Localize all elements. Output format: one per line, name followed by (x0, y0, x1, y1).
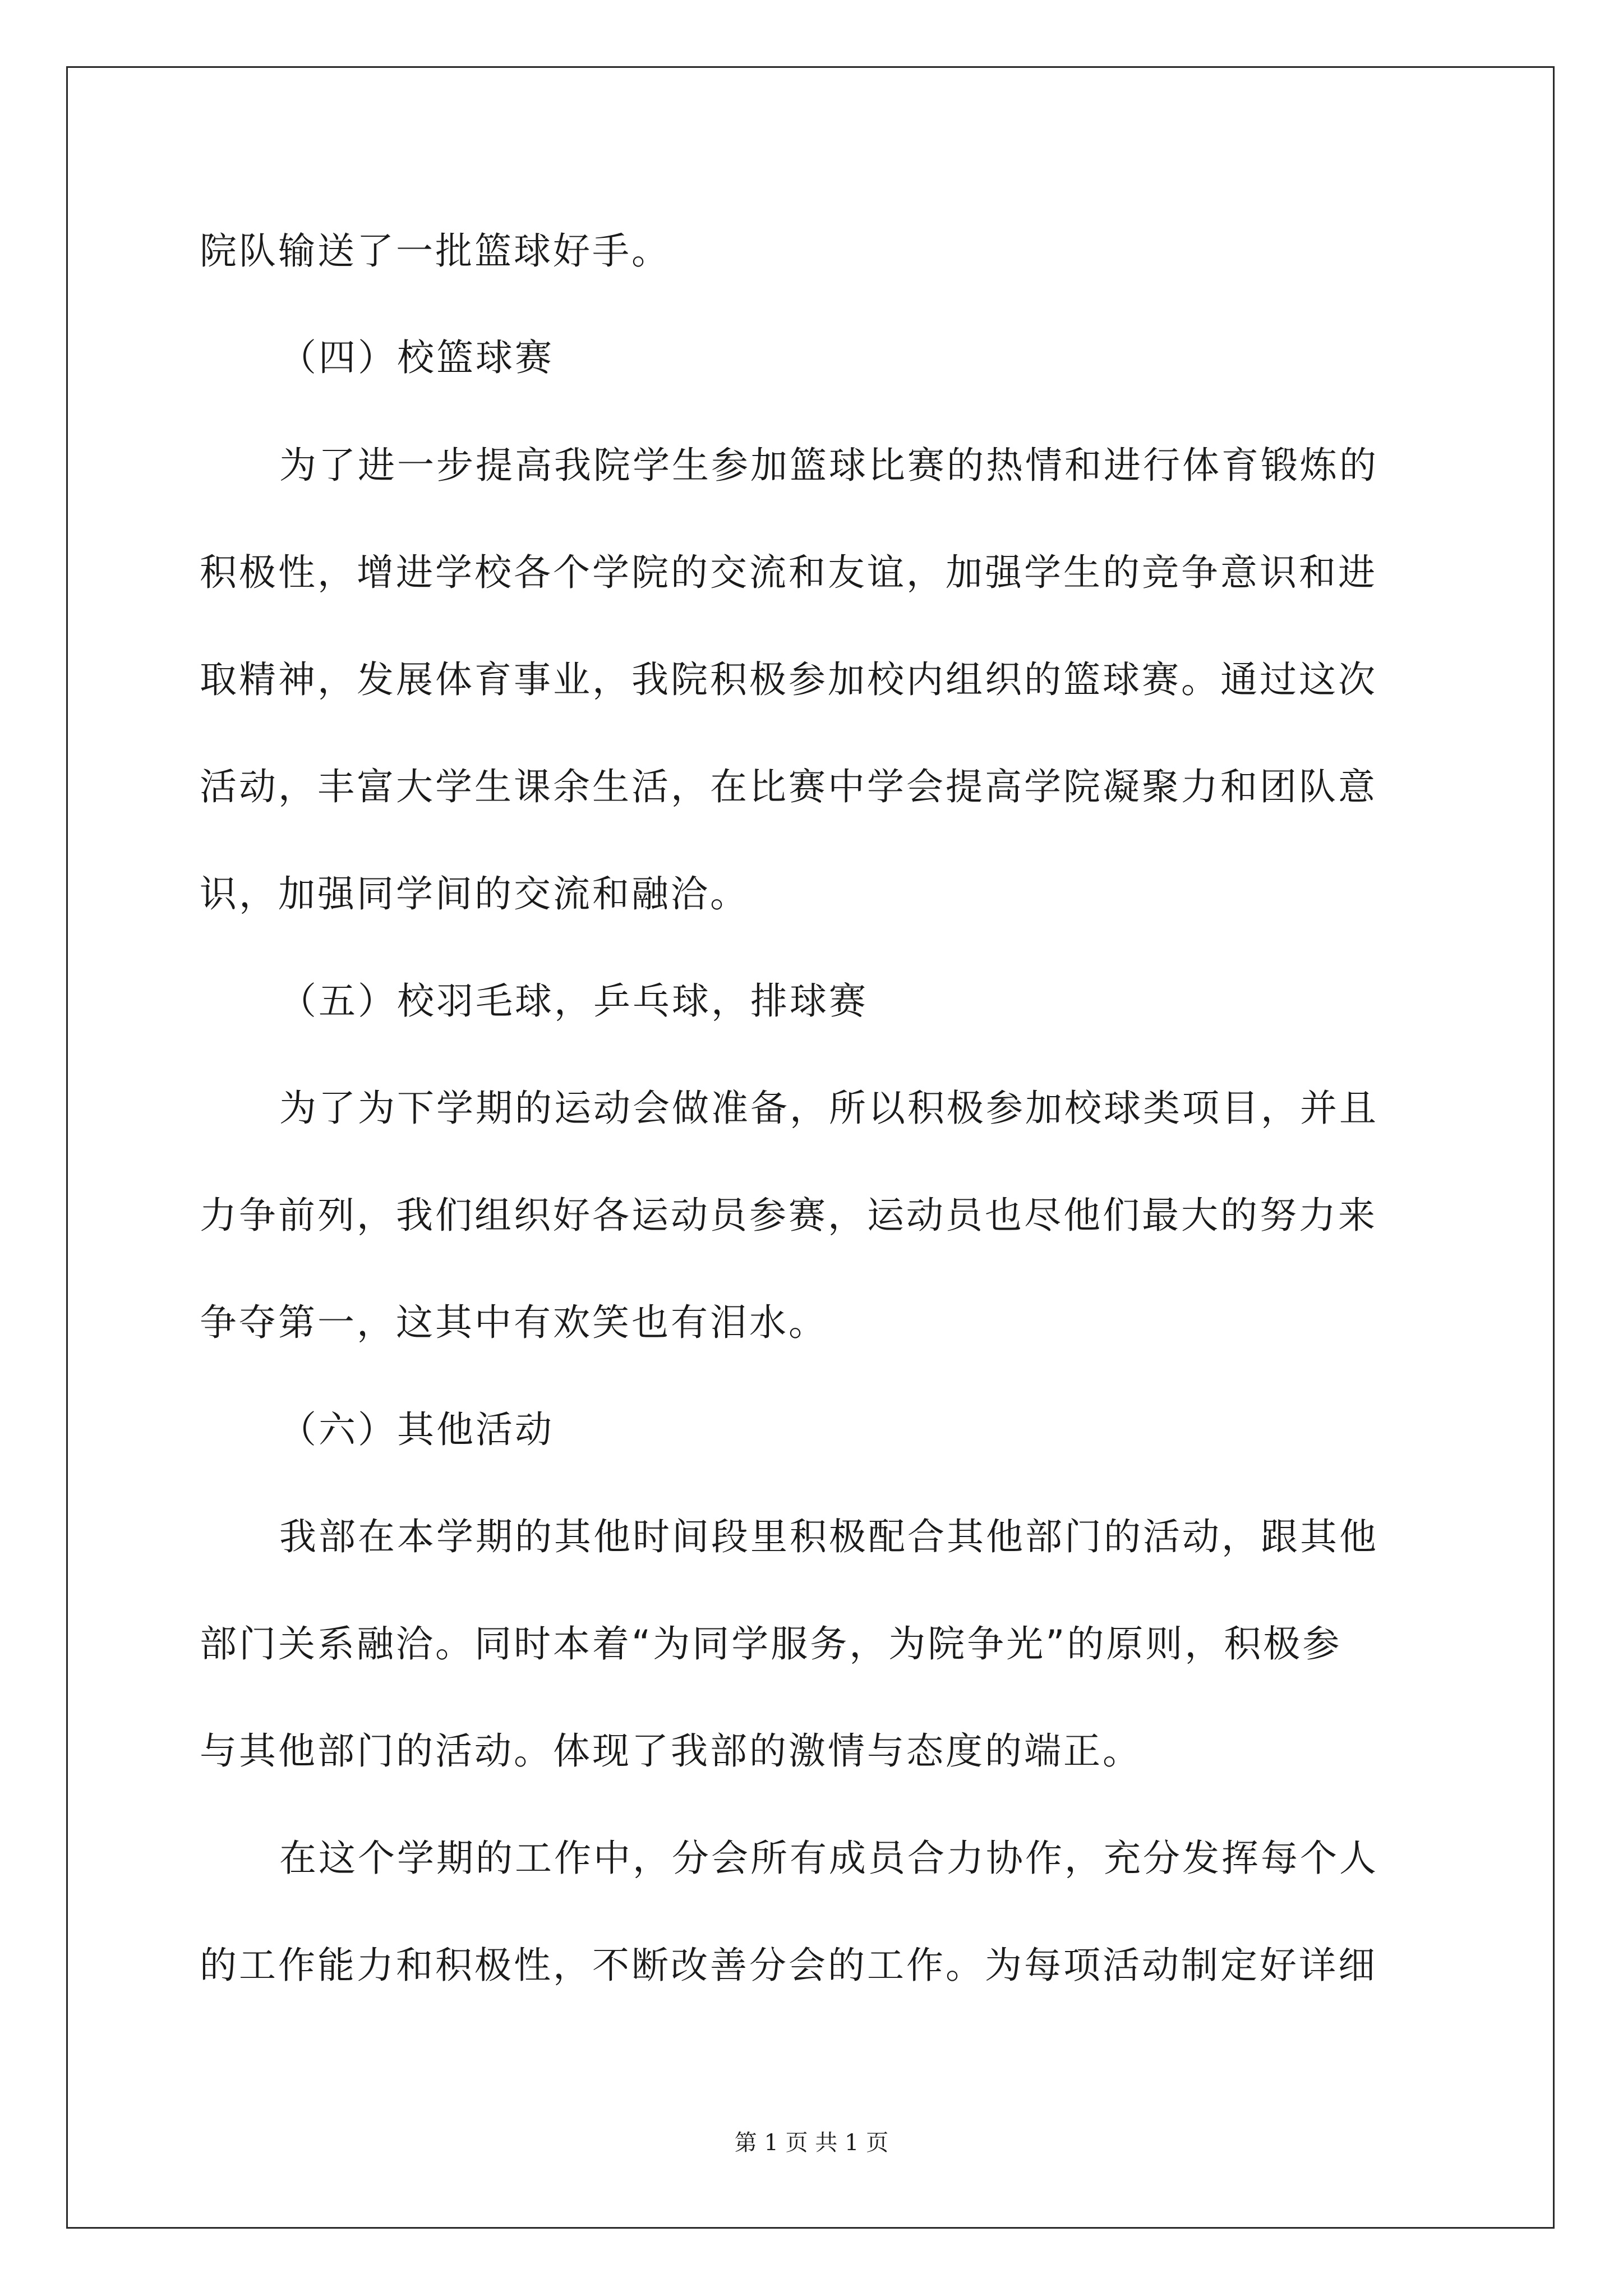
text-line: 取精神，发展体育事业，我院积极参加校内组织的篮球赛。通过这次 (200, 658, 1377, 701)
text-line: 争夺第一，这其中有欢笑也有泪水。 (200, 1301, 828, 1344)
text-line: 为了为下学期的运动会做准备，所以积极参加校球类项目，并且 (279, 1087, 1378, 1130)
text-line: 积极性，增进学校各个学院的交流和友谊，加强学生的竞争意识和进 (200, 551, 1377, 594)
section-heading: （六）其他活动 (279, 1408, 554, 1451)
text-line: 力争前列，我们组织好各运动员参赛，运动员也尽他们最大的努力来 (200, 1194, 1377, 1237)
page-number: 第 1 页 共 1 页 (734, 2130, 889, 2156)
text-line: 院队输送了一批篮球好手。 (200, 229, 671, 273)
text-line: 与其他部门的活动。体现了我部的激情与态度的端正。 (200, 1729, 1142, 1773)
text-line: 的工作能力和积极性，不断改善分会的工作。为每项活动制定好详细 (200, 1944, 1377, 1987)
text-line: 识，加强同学间的交流和融洽。 (200, 872, 749, 915)
text-line: 在这个学期的工作中，分会所有成员合力协作，充分发挥每个人 (279, 1837, 1378, 1880)
text-line: 活动，丰富大学生课余生活，在比赛中学会提高学院凝聚力和团队意 (200, 765, 1377, 808)
section-heading: （四）校篮球赛 (279, 336, 554, 379)
text-line: 我部在本学期的其他时间段里积极配合其他部门的活动，跟其他 (279, 1515, 1378, 1558)
page-border (66, 66, 1555, 2229)
section-heading: （五）校羽毛球，乒乓球，排球赛 (279, 979, 868, 1023)
text-line: 部门关系融洽。同时本着“为同学服务，为院争光”的原则，积极参 (200, 1622, 1342, 1665)
text-line: 为了进一步提高我院学生参加篮球比赛的热情和进行体育锻炼的 (279, 444, 1378, 487)
